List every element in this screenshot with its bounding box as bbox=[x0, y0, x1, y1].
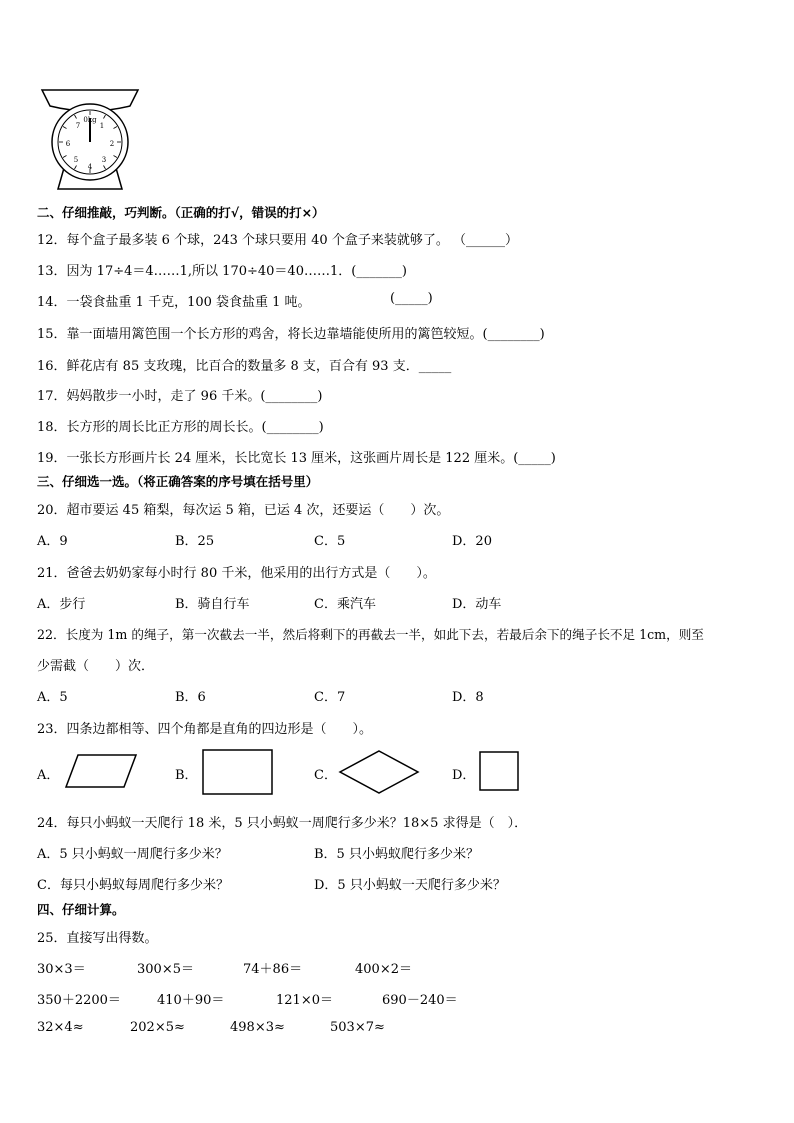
calc-item: 350＋2200＝ bbox=[37, 993, 121, 1008]
q20-option-c[interactable]: C．5 bbox=[314, 534, 346, 549]
q21-option-b[interactable]: B．骑自行车 bbox=[175, 597, 250, 612]
calc-item: 74＋86＝ bbox=[243, 962, 303, 977]
question-18: 18．长方形的周长比正方形的周长长。(________) bbox=[37, 420, 324, 435]
calc-item: 300×5＝ bbox=[137, 962, 194, 977]
dial-label-2: 2 bbox=[109, 140, 115, 148]
question-13: 13．因为 17÷4＝4……1,所以 170÷40＝40……1．(_______) bbox=[37, 264, 407, 279]
question-16: 16．鲜花店有 85 支玫瑰，比百合的数量多 8 支，百合有 93 支．_____ bbox=[37, 359, 452, 374]
section-2-title: 二、仔细推敲，巧判断。（正确的打√，错误的打×） bbox=[37, 205, 325, 220]
question-25: 25．直接写出得数。 bbox=[37, 931, 158, 946]
q20-option-b[interactable]: B．25 bbox=[175, 534, 215, 549]
section-4-title: 四、仔细计算。 bbox=[37, 902, 125, 917]
calc-item: 121×0＝ bbox=[276, 993, 333, 1008]
q23-option-b[interactable]: B． bbox=[175, 768, 198, 783]
question-15: 15．靠一面墙用篱笆围一个长方形的鸡舍，将长边靠墙能使所用的篱笆较短。(________) bbox=[37, 327, 545, 342]
q22-option-b[interactable]: B．6 bbox=[175, 690, 206, 705]
q24-option-a[interactable]: A．5 只小蚂蚁一周爬行多少米？ bbox=[37, 847, 228, 862]
q23-option-c[interactable]: C． bbox=[314, 768, 337, 783]
question-17: 17．妈妈散步一小时，走了 96 千米。(________) bbox=[37, 389, 323, 404]
question-22-line1: 22．长度为 1m 的绳子，第一次截去一半，然后将剩下的再截去一半，如此下去，若最后余下的绳子长不足 1cm，则至 bbox=[37, 627, 704, 642]
rhombus-shape[interactable] bbox=[338, 749, 420, 795]
square-shape[interactable] bbox=[479, 751, 521, 793]
question-14-answer-blank[interactable]: (_____) bbox=[390, 291, 433, 306]
dial-label-5: 5 bbox=[73, 156, 79, 164]
calc-item: 30×3＝ bbox=[37, 962, 86, 977]
q21-option-c[interactable]: C．乘汽车 bbox=[314, 597, 376, 612]
q24-option-c[interactable]: C．每只小蚂蚁每周爬行多少米？ bbox=[37, 878, 229, 893]
q21-option-a[interactable]: A．步行 bbox=[37, 597, 86, 612]
calc-item: 400×2＝ bbox=[355, 962, 412, 977]
dial-label-0kg: 0kg bbox=[83, 116, 97, 124]
q22-option-c[interactable]: C．7 bbox=[314, 690, 346, 705]
question-14: 14．一袋食盐重 1 千克，100 袋食盐重 1 吨。 bbox=[37, 295, 311, 310]
calc-item: 690－240＝ bbox=[382, 993, 458, 1008]
q24-option-b[interactable]: B．5 只小蚂蚁爬行多少米？ bbox=[314, 847, 479, 862]
question-24: 24．每只小蚂蚁一天爬行 18 米，5 只小蚂蚁一周爬行多少米？18×5 求得是（ ）． bbox=[37, 816, 528, 831]
dial-label-4: 4 bbox=[87, 163, 93, 171]
q23-option-d[interactable]: D． bbox=[452, 768, 476, 783]
q22-option-d[interactable]: D．8 bbox=[452, 690, 484, 705]
calc-item: 498×3≈ bbox=[230, 1020, 285, 1035]
calc-item: 202×5≈ bbox=[130, 1020, 185, 1035]
dial-label-1: 1 bbox=[99, 122, 105, 130]
parallelogram-shape[interactable] bbox=[64, 753, 138, 789]
question-23: 23．四条边都相等、四个角都是直角的四边形是（ ）。 bbox=[37, 722, 373, 737]
q23-option-a[interactable]: A． bbox=[37, 768, 60, 783]
q24-option-d[interactable]: D．5 只小蚂蚁一天爬行多少米？ bbox=[314, 878, 506, 893]
q22-option-a[interactable]: A．5 bbox=[37, 690, 68, 705]
q20-option-a[interactable]: A．9 bbox=[37, 534, 68, 549]
dial-label-6: 6 bbox=[65, 140, 71, 148]
calc-item: 410＋90＝ bbox=[157, 993, 225, 1008]
question-12: 12．每个盒子最多装 6 个球，243 个球只要用 40 个盒子来装就够了。 （______） bbox=[37, 233, 518, 248]
calc-item: 503×7≈ bbox=[330, 1020, 385, 1035]
q21-option-d[interactable]: D．动车 bbox=[452, 597, 502, 612]
calc-item: 32×4≈ bbox=[37, 1020, 84, 1035]
dial-label-7: 7 bbox=[75, 122, 81, 130]
scale-figure bbox=[38, 86, 142, 192]
question-22-line2: 少需截（ ）次． bbox=[37, 659, 155, 674]
dial-label-3: 3 bbox=[101, 156, 107, 164]
question-20: 20．超市要运 45 箱梨，每次运 5 箱，已运 4 次，还要运（ ）次。 bbox=[37, 503, 450, 518]
section-3-title: 三、仔细选一选。（将正确答案的序号填在括号里） bbox=[37, 474, 319, 489]
rectangle-shape[interactable] bbox=[202, 749, 274, 795]
question-19: 19．一张长方形画片长 24 厘米，长比宽长 13 厘米，这张画片周长是 122 厘米。(_____) bbox=[37, 451, 556, 466]
q20-option-d[interactable]: D．20 bbox=[452, 534, 492, 549]
question-21: 21．爸爸去奶奶家每小时行 80 千米，他采用的出行方式是（ ）。 bbox=[37, 566, 436, 581]
